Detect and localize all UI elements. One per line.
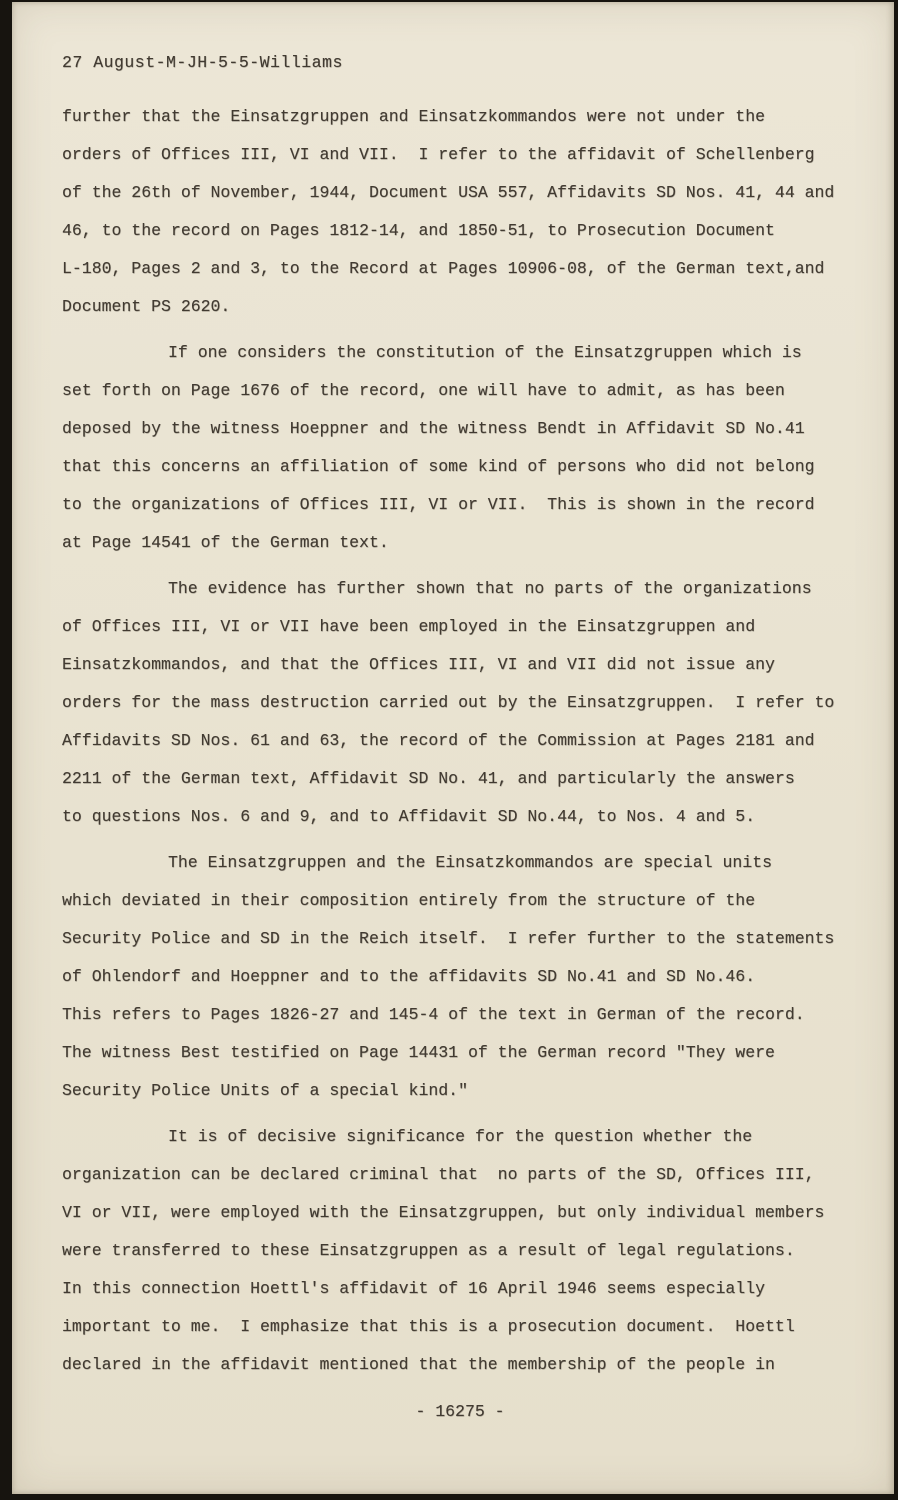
text-line: Einsatzkommandos, and that the Offices III, VI and VII did not issue any (62, 655, 775, 674)
text-line: important to me. I emphasize that this is a prosecution document. Hoettl (62, 1317, 795, 1336)
document-body (62, 105, 858, 1391)
text-line: In this connection Hoettl's affidavit of 16 April 1946 seems especially (62, 1279, 766, 1298)
text-line: 2211 of the German text, Affidavit SD No. 41, and particularly the answers (62, 769, 795, 788)
text-line: of Ohlendorf and Hoeppner and to the affidavits SD No.41 and SD No.46. (62, 967, 756, 986)
paragraph (62, 341, 858, 569)
text-line: to the organizations of Offices III, VI or VII. This is shown in the record (62, 495, 815, 514)
text-line: The evidence has further shown that no parts of the organizations (168, 579, 812, 598)
text-line: If one considers the constitution of the Einsatzgruppen which is (168, 343, 802, 362)
text-line: were transferred to these Einsatzgruppen as a result of legal regulations. (62, 1241, 795, 1260)
page-header: 27 August-M-JH-5-5-Williams (62, 53, 343, 72)
text-line: Affidavits SD Nos. 61 and 63, the record of the Commission at Pages 2181 and (62, 731, 815, 750)
text-line: Security Police and SD in the Reich itself. I refer further to the statements (62, 929, 835, 948)
page-number: - 16275 - (415, 1402, 505, 1421)
paragraph (62, 1125, 858, 1391)
text-line: set forth on Page 1676 of the record, one will have to admit, as has been (62, 381, 785, 400)
text-line: that this concerns an affiliation of some kind of persons who did not belong (62, 457, 815, 476)
text-line: orders of Offices III, VI and VII. I refer to the affidavit of Schellenberg (62, 145, 815, 164)
text-line: of the 26th of November, 1944, Document USA 557, Affidavits SD Nos. 41, 44 and (62, 183, 835, 202)
text-line: declared in the affidavit mentioned that the membership of the people in (62, 1355, 775, 1374)
text-line: further that the Einsatzgruppen and Einsatzkommandos were not under the (62, 107, 766, 126)
text-line: orders for the mass destruction carried out by the Einsatzgruppen. I refer to (62, 693, 835, 712)
text-line: This refers to Pages 1826-27 and 145-4 of the text in German of the record. (62, 1005, 805, 1024)
text-line: The Einsatzgruppen and the Einsatzkommandos are special units (168, 853, 772, 872)
paragraph (62, 577, 858, 843)
text-line: Document PS 2620. (62, 297, 231, 316)
paper (12, 2, 894, 1494)
text-line: at Page 14541 of the German text. (62, 533, 389, 552)
text-line: Security Police Units of a special kind." (62, 1081, 468, 1100)
paragraph (62, 851, 858, 1117)
text-line: VI or VII, were employed with the Einsatzgruppen, but only individual members (62, 1203, 825, 1222)
paragraph (62, 105, 858, 333)
text-line: The witness Best testified on Page 14431 of the German record "They were (62, 1043, 775, 1062)
text-line: deposed by the witness Hoeppner and the witness Bendt in Affidavit SD No.41 (62, 419, 805, 438)
text-line: It is of decisive significance for the question whether the (168, 1127, 753, 1146)
text-line: organization can be declared criminal that no parts of the SD, Offices III, (62, 1165, 815, 1184)
text-line: of Offices III, VI or VII have been employed in the Einsatzgruppen and (62, 617, 756, 636)
text-line: L-180, Pages 2 and 3, to the Record at Pages 10906-08, of the German text,and (62, 259, 825, 278)
text-line: to questions Nos. 6 and 9, and to Affidavit SD No.44, to Nos. 4 and 5. (62, 807, 756, 826)
text-line: which deviated in their composition entirely from the structure of the (62, 891, 756, 910)
text-line: 46, to the record on Pages 1812-14, and 1850-51, to Prosecution Document (62, 221, 775, 240)
